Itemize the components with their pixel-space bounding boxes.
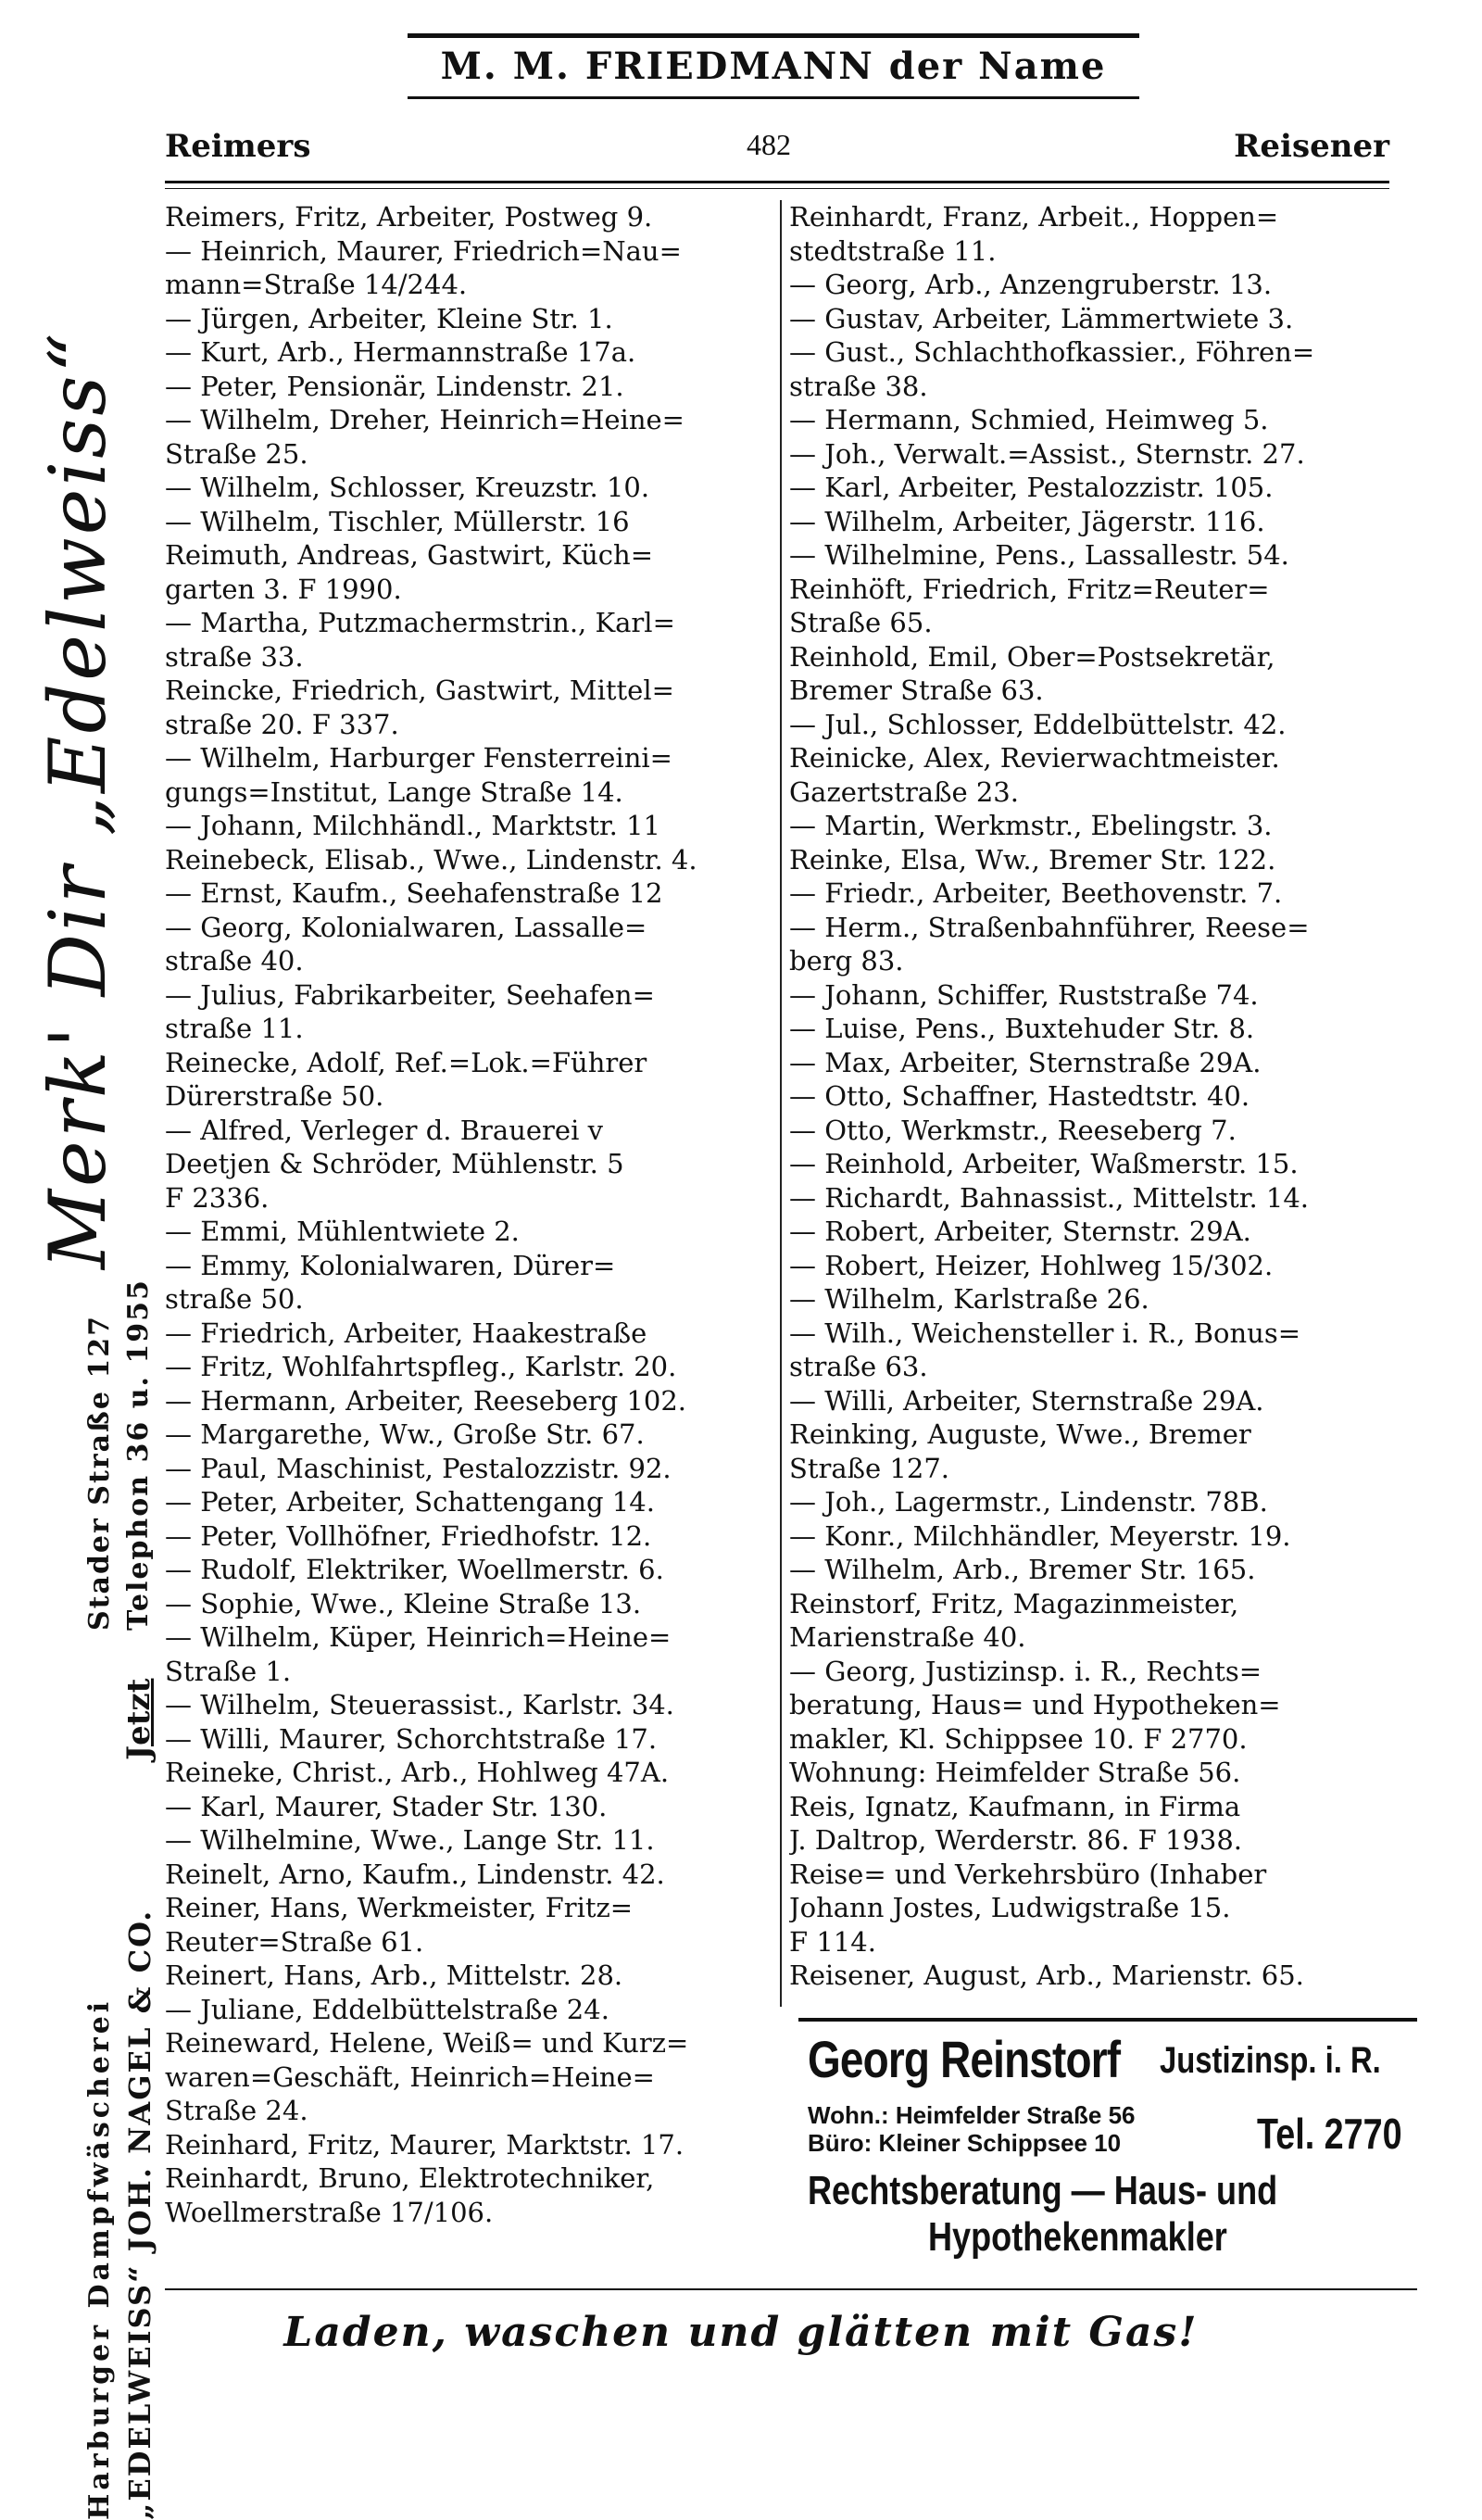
directory-entry-line: — Richardt, Bahnassist., Mittelstr. 14. [789, 1181, 1310, 1214]
directory-entry-line: Reiner, Hans, Werkmeister, Fritz= [165, 1892, 634, 1923]
directory-entry-line: Straße 25. [165, 437, 308, 470]
directory-entry-line: Reuter=Straße 61. [165, 1925, 424, 1958]
directory-entry-line: — Margarethe, Ww., Große Str. 67. [165, 1418, 645, 1450]
directory-entry-line: — Willi, Arbeiter, Sternstraße 29A. [789, 1384, 1264, 1417]
directory-entry-line: — Wilhelm, Tischler, Müllerstr. 16 [165, 505, 630, 537]
directory-entry-line: Reinicke, Alex, Revierwachtmeister. [789, 742, 1280, 774]
edelweiss-telephone: Telephon 36 u. 1955 [122, 1279, 155, 1631]
directory-entry-line: — Emmy, Kolonialwaren, Dürer= [165, 1249, 616, 1281]
directory-entry-line: makler, Kl. Schippsee 10. F 2770. [789, 1722, 1248, 1755]
running-head-right: Reisener [1234, 128, 1389, 165]
edelweiss-address: Stader Straße 127 [83, 1315, 116, 1631]
header-rule-thin [165, 188, 1389, 189]
directory-entry-line: — Wilhelm, Karlstraße 26. [789, 1283, 1149, 1315]
directory-entry-line: — Wilhelm, Harburger Fensterreini= [165, 742, 672, 774]
directory-entry-line: — Otto, Schaffner, Hastedtstr. 40. [789, 1080, 1250, 1112]
directory-entry-line: Reinhöft, Friedrich, Fritz=Reuter= [789, 573, 1270, 605]
directory-entry-line: — Hermann, Schmied, Heimweg 5. [789, 404, 1269, 435]
ad-title: Justizinsp. i. R. [1160, 2040, 1381, 2081]
directory-entry-line: — Robert, Heizer, Hohlweg 15/302. [789, 1249, 1274, 1281]
directory-entry-line: garten 3. F 1990. [165, 573, 402, 605]
directory-entry-line: — Friedr., Arbeiter, Beethovenstr. 7. [789, 877, 1283, 909]
ad-office-address: Büro: Kleiner Schippsee 10 [808, 2129, 1122, 2157]
directory-entry-line: — Wilhelmine, Pens., Lassallestr. 54. [789, 539, 1289, 571]
directory-entry-line: straße 20. F 337. [165, 708, 399, 740]
directory-entry-line: — Hermann, Arbeiter, Reeseberg 102. [165, 1384, 686, 1417]
reinstorf-advertisement [798, 2029, 1417, 2270]
directory-entry-line: — Wilhelm, Steuerassist., Karlstr. 34. [165, 1689, 674, 1720]
ad-services-line2: Hypothekenmakler [928, 2214, 1227, 2260]
directory-entry-line: — Karl, Maurer, Stader Str. 130. [165, 1790, 608, 1822]
directory-entry-line: — Martha, Putzmachermstrin., Karl= [165, 607, 675, 638]
directory-entry-line: — Johann, Schiffer, Ruststraße 74. [789, 978, 1259, 1011]
directory-entry-line: Reineke, Christ., Arb., Hohlweg 47A. [165, 1757, 670, 1788]
directory-entry-line: — Alfred, Verleger d. Brauerei v [165, 1114, 603, 1146]
directory-entry-line: — Joh., Verwalt.=Assist., Sternstr. 27. [789, 437, 1305, 470]
directory-entry-line: — Gustav, Arbeiter, Lämmertwiete 3. [789, 302, 1294, 334]
edelweiss-slogan: Merk' Dir „Edelweiss“ [32, 330, 123, 1269]
column-separator [780, 200, 782, 2007]
directory-entry-line: — Max, Arbeiter, Sternstraße 29A. [789, 1046, 1262, 1078]
directory-entry-line: — Georg, Arb., Anzengruberstr. 13. [789, 269, 1273, 300]
directory-entry-line: waren=Geschäft, Heinrich=Heine= [165, 2060, 655, 2093]
directory-entry-line: beratung, Haus= und Hypotheken= [789, 1689, 1281, 1720]
directory-entry-line: — Paul, Maschinist, Pestalozzistr. 92. [165, 1452, 672, 1484]
title-top-rule [408, 33, 1139, 38]
directory-entry-line: Straße 65. [789, 607, 933, 638]
directory-entry-line: Straße 127. [789, 1452, 949, 1484]
header-rule [165, 181, 1389, 183]
directory-entry-line: — Georg, Kolonialwaren, Lassalle= [165, 911, 647, 943]
directory-entry-line: — Martin, Werkmstr., Ebelingstr. 3. [789, 810, 1273, 841]
directory-entry-line: — Herm., Straßenbahnführer, Reese= [789, 911, 1310, 943]
directory-entry-line: Straße 24. [165, 2095, 308, 2126]
directory-entry-line: — Luise, Pens., Buxtehuder Str. 8. [789, 1013, 1255, 1044]
directory-entry-line: Reimers, Fritz, Arbeiter, Postweg 9. [165, 201, 653, 233]
directory-entry-line: — Peter, Vollhöfner, Friedhofstr. 12. [165, 1519, 652, 1552]
directory-entry-line: — Juliane, Eddelbüttelstraße 24. [165, 1993, 609, 2025]
ad-name: Georg Reinstorf [808, 2030, 1121, 2088]
directory-entry-line: Reineward, Helene, Weiß= und Kurz= [165, 2027, 689, 2059]
right-column [789, 200, 1410, 1993]
directory-entry-line: Deetjen & Schröder, Mühlenstr. 5 [165, 1148, 624, 1179]
directory-entry-line: — Wilh., Weichensteller i. R., Bonus= [789, 1317, 1301, 1349]
directory-entry-line: Reinert, Hans, Arb., Mittelstr. 28. [165, 1959, 623, 1991]
directory-entry-line: J. Daltrop, Werderstr. 86. F 1938. [789, 1824, 1243, 1856]
directory-entry-line: Straße 1. [165, 1655, 292, 1687]
directory-entry-line: — Otto, Werkmstr., Reeseberg 7. [789, 1114, 1237, 1146]
directory-entry-line: — Wilhelm, Arb., Bremer Str. 165. [789, 1554, 1256, 1585]
directory-entry-line: F 2336. [165, 1181, 270, 1214]
directory-entry-line: F 114. [789, 1925, 876, 1958]
directory-entry-line: straße 11. [165, 1013, 304, 1044]
page-number: 482 [747, 128, 791, 161]
directory-entry-line: — Wilhelm, Arbeiter, Jägerstr. 116. [789, 505, 1265, 537]
directory-entry-line: — Friedrich, Arbeiter, Haakestraße [165, 1317, 647, 1349]
directory-entry-line: — Reinhold, Arbeiter, Waßmerstr. 15. [789, 1148, 1299, 1179]
directory-entry-line: Reinke, Elsa, Ww., Bremer Str. 122. [789, 843, 1276, 876]
directory-entry-line: — Robert, Arbeiter, Sternstr. 29A. [789, 1216, 1251, 1247]
directory-entry-line: — Johann, Milchhändl., Marktstr. 11 [165, 810, 660, 841]
directory-entry-line: gungs=Institut, Lange Straße 14. [165, 775, 623, 808]
directory-entry-line: straße 40. [165, 945, 304, 976]
ad-home-address: Wohn.: Heimfelder Straße 56 [808, 2101, 1136, 2129]
directory-entry-line: Reinking, Auguste, Wwe., Bremer [789, 1418, 1251, 1450]
directory-entry-line: — Jul., Schlosser, Eddelbüttelstr. 42. [789, 708, 1287, 740]
directory-entry-line: Johann Jostes, Ludwigstraße 15. [789, 1892, 1231, 1923]
directory-entry-line: straße 33. [165, 640, 304, 673]
margin-advertisement [19, 222, 157, 2520]
directory-entry-line: — Karl, Arbeiter, Pestalozzistr. 105. [789, 472, 1274, 503]
directory-entry-line: Gazertstraße 23. [789, 775, 1019, 808]
directory-entry-line: — Kurt, Arb., Hermannstraße 17a. [165, 336, 636, 368]
directory-entry-line: Reis, Ignatz, Kaufmann, in Firma [789, 1790, 1241, 1822]
directory-entry-line: Reinecke, Adolf, Ref.=Lok.=Führer [165, 1046, 647, 1078]
directory-entry-line: Marienstraße 40. [789, 1621, 1026, 1653]
directory-entry-line: — Emmi, Mühlentwiete 2. [165, 1216, 520, 1247]
directory-entry-line: — Peter, Pensionär, Lindenstr. 21. [165, 370, 624, 402]
directory-entry-line: Woellmerstraße 17/106. [165, 2196, 494, 2228]
directory-entry-line: — Julius, Fabrikarbeiter, Seehafen= [165, 978, 655, 1011]
directory-entry-line: Reinhard, Fritz, Maurer, Marktstr. 17. [165, 2128, 684, 2161]
directory-entry-line: Reinhardt, Bruno, Elektrotechniker, [165, 2162, 655, 2194]
running-head-left: Reimers [165, 128, 311, 165]
ad-top-rule [798, 2018, 1417, 2022]
directory-entry-line: — Wilhelm, Schlosser, Kreuzstr. 10. [165, 472, 650, 503]
directory-entry-line: — Sophie, Wwe., Kleine Straße 13. [165, 1587, 642, 1619]
directory-entry-line: — Joh., Lagermstr., Lindenstr. 78B. [789, 1486, 1268, 1518]
directory-entry-line: straße 38. [789, 370, 928, 402]
directory-entry-line: Reinstorf, Fritz, Magazinmeister, [789, 1587, 1239, 1619]
ad-services-line1: Rechtsberatung — Haus- und [808, 2168, 1278, 2213]
directory-entry-line: Dürerstraße 50. [165, 1080, 384, 1112]
directory-entry-line: berg 83. [789, 945, 904, 976]
directory-entry-line: — Jürgen, Arbeiter, Kleine Str. 1. [165, 302, 613, 334]
directory-entry-line: — Georg, Justizinsp. i. R., Rechts= [789, 1655, 1262, 1687]
directory-entry-line: — Ernst, Kaufm., Seehafenstraße 12 [165, 877, 663, 909]
directory-entry-line: stedtstraße 11. [789, 234, 997, 267]
directory-entry-line: Reisener, August, Arb., Marienstr. 65. [789, 1959, 1304, 1991]
left-column [165, 200, 776, 2229]
directory-entry-line: Reinebeck, Elisab., Wwe., Lindenstr. 4. [165, 843, 697, 876]
footer-rule [165, 2288, 1417, 2290]
directory-entry-line: — Wilhelm, Küper, Heinrich=Heine= [165, 1621, 672, 1653]
directory-entry-line: Reinelt, Arno, Kaufm., Lindenstr. 42. [165, 1858, 665, 1890]
directory-entry-line: Reinhold, Emil, Ober=Postsekretär, [789, 640, 1275, 673]
directory-entry-line: — Rudolf, Elektriker, Woellmerstr. 6. [165, 1554, 664, 1585]
directory-entry-line: — Peter, Arbeiter, Schattengang 14. [165, 1486, 655, 1518]
directory-entry-line: straße 50. [165, 1283, 304, 1315]
edelweiss-company-line1: Harburger Dampfwäscherei [83, 1997, 116, 2520]
directory-entry-line: mann=Straße 14/244. [165, 269, 468, 300]
directory-entry-line: straße 63. [789, 1351, 928, 1382]
directory-entry-line: Reise= und Verkehrsbüro (Inhaber [789, 1858, 1267, 1890]
directory-entry-line: — Heinrich, Maurer, Friedrich=Nau= [165, 234, 682, 267]
directory-entry-line: Reincke, Friedrich, Gastwirt, Mittel= [165, 674, 674, 706]
ad-phone: Tel. 2770 [1257, 2110, 1402, 2158]
directory-entry-line: Reinhardt, Franz, Arbeit., Hoppen= [789, 201, 1279, 233]
directory-entry-line: Wohnung: Heimfelder Straße 56. [789, 1757, 1241, 1788]
directory-entry-line: — Fritz, Wohlfahrtspfleg., Karlstr. 20. [165, 1351, 677, 1382]
directory-entry-line: Reimuth, Andreas, Gastwirt, Küch= [165, 539, 653, 571]
directory-entry-line: — Wilhelm, Dreher, Heinrich=Heine= [165, 404, 684, 435]
edelweiss-company-line2: „EDELWEISS“ JOH. NAGEL & CO. [122, 1909, 157, 2520]
directory-entry-line: — Wilhelmine, Wwe., Lange Str. 11. [165, 1824, 655, 1856]
title-bottom-rule [408, 96, 1139, 99]
directory-entry-line: — Konr., Milchhändler, Meyerstr. 19. [789, 1519, 1291, 1552]
directory-entry-line: — Willi, Maurer, Schorchtstraße 17. [165, 1722, 658, 1755]
footer-slogan: Laden, waschen und glätten mit Gas! [283, 2309, 1199, 2356]
page-title: M. M. FRIEDMANN der Name [440, 44, 1107, 88]
directory-entry-line: Bremer Straße 63. [789, 674, 1044, 706]
edelweiss-jetzt: Jetzt [120, 1678, 157, 1760]
directory-entry-line: — Gust., Schlachthofkassier., Föhren= [789, 336, 1315, 368]
